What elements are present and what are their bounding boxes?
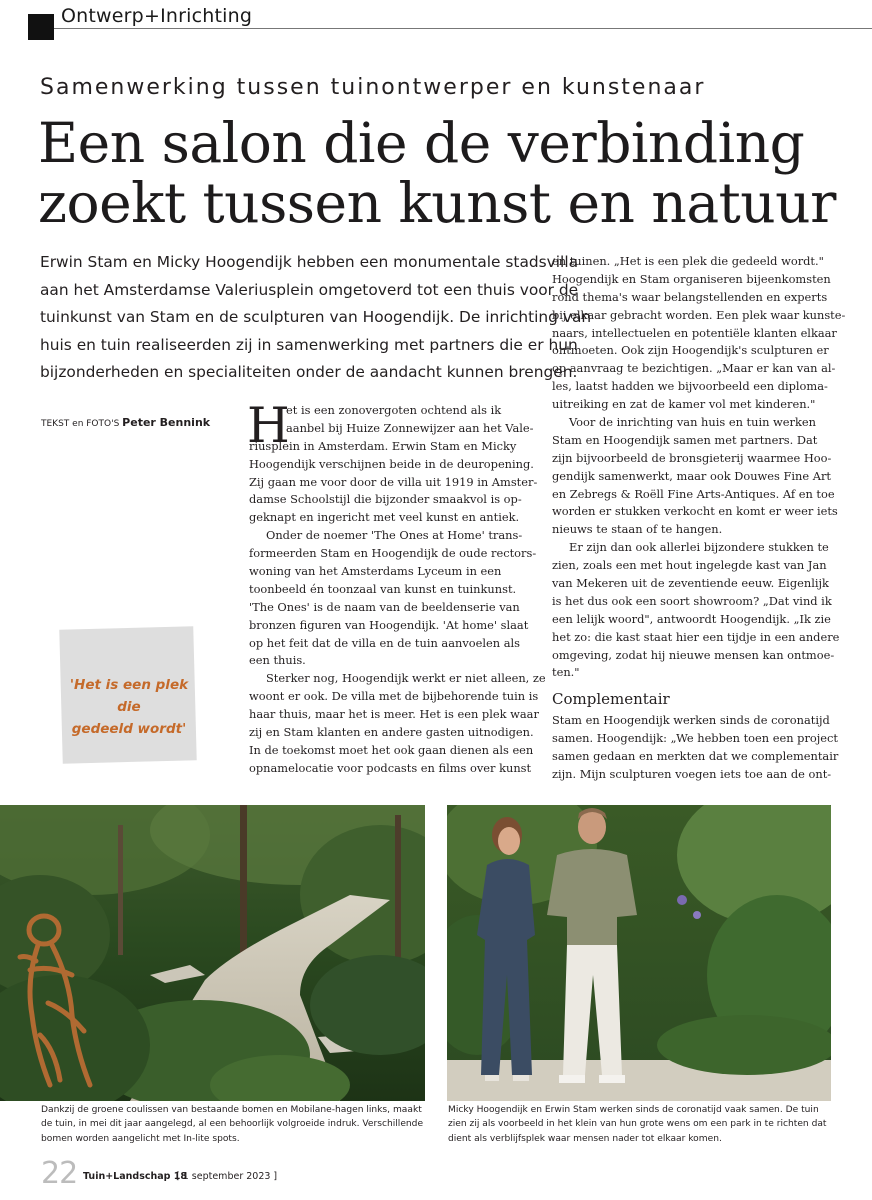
garden-path-photo (0, 805, 425, 1101)
caption-left (41, 1103, 431, 1146)
body-line: 'The Ones' is de naam van de beeldenserie van (249, 599, 520, 614)
body-line: samen gedaan en merkten dat we complementair (552, 748, 839, 763)
section-label: Ontwerp+Inrichting (61, 5, 253, 27)
byline-label: TEKST en FOTO'S (41, 419, 120, 429)
body-line: damse Schoolstijl die bijzonder smaakvol is op- (249, 492, 522, 507)
body-line: les, laatst hadden we bijvoorbeeld een diploma- (552, 379, 828, 394)
body-line: Stam en Hoogendijk werken sinds de coronatijd (552, 713, 830, 727)
section-marker (28, 14, 54, 40)
body-line: In de toekomst moet het ook gaan dienen als een (249, 742, 534, 757)
body-line: haar thuis, maar het is meer. Het is een plek waar (249, 707, 539, 722)
pull-quote-line: 'Het is een plek die (69, 677, 189, 715)
body-line: Er zijn dan ook allerlei bijzondere stukken te (569, 540, 829, 555)
body-line: het zo: die kast staat hier een tijdje in een andere (552, 629, 840, 644)
body-line: zijn. Mijn sculpturen voegen iets toe aan de ont- (552, 766, 832, 781)
body-line: bij elkaar gebracht worden. Een plek waar kunste- (552, 307, 846, 322)
intro-line: Erwin Stam en Micky Hoogendijk hebben een monumentale stadsvilla (40, 253, 579, 271)
body-line: en Zebregs & Roëll Fine Arts-Antiques. Af en toe (552, 486, 835, 501)
body-line: woont er ook. De villa met de bijbehorende tuin is (249, 689, 539, 704)
pull-quote (60, 674, 198, 740)
body-line: Voor de inrichting van huis en tuin werken (569, 415, 816, 430)
caption-line: Micky Hoogendijk en Erwin Stam werken sinds de coronatijd vaak samen. De tuin (448, 1105, 819, 1115)
body-line: een thuis. (249, 653, 306, 668)
body-line: samen. Hoogendijk: „We hebben toen een project (552, 730, 838, 745)
footer-magazine: Tuin+Landschap 18 (83, 1171, 187, 1182)
article-intro (40, 249, 592, 387)
body-line: naars, intellectuelen en potentiële klanten elkaar (552, 325, 837, 340)
body-line: formeerden Stam en Hoogendijk de oude rectors- (249, 546, 537, 561)
caption-line: zien zij als voorbeeld in het klein van hun grote wens om een park in te richten dat (448, 1119, 827, 1130)
body-line: zijn bijvoorbeeld de bronsgieterij waarmee Hoo- (552, 450, 832, 465)
body-line: ontmoeten. Ook zijn Hoogendijk's sculpturen er (552, 343, 829, 358)
intro-line: tuinkunst van Stam en de sculpturen van Hoogendijk. De inrichting van (40, 308, 592, 327)
caption-line: Dankzij de groene coulissen van bestaande bomen en Mobilane-hagen links, maakt (41, 1105, 422, 1115)
body-line: aanbel bij Huize Zonnewijzer aan het Vale- (286, 420, 534, 435)
article-kicker: Samenwerking tussen tuinontwerper en kunstenaar (40, 75, 706, 100)
headline-line-2: zoekt tussen kunst en natuur (38, 171, 836, 235)
caption-line: dient als verblijfsplek waar mensen nader tot elkaar komen. (448, 1133, 722, 1144)
subheading: Complementair (552, 690, 670, 708)
footer-date: [ 1 september 2023 ] (176, 1171, 278, 1182)
body-line: ten." (552, 665, 580, 680)
body-line: bronzen figuren van Hoogendijk. 'At home' slaat (249, 617, 529, 632)
body-line: en tuinen. „Het is een plek die gedeeld wordt." (552, 254, 824, 268)
body-line: worden er stukken verkocht en komt er weer iets (552, 504, 838, 519)
intro-line: huis en tuin realiseerden zij in samenwerking met partners die er hun (40, 335, 578, 354)
caption-right (448, 1103, 838, 1146)
intro-line: bijzonderheden en specialiteiten onder de aandacht kunnen brengen. (40, 363, 578, 382)
body-line: een lelijk woord", antwoordt Hoogendijk. „Ik zie (552, 611, 831, 626)
section-rule (54, 28, 872, 29)
body-line: rond thema's waar belangstellenden en experts (552, 289, 828, 304)
body-line: van Mekeren uit de zeventiende eeuw. Eigenlijk (552, 576, 829, 591)
body-column-right-continued (552, 712, 844, 784)
body-column-right (552, 253, 844, 682)
body-line: gendijk samenwerkt, maar ook Douwes Fine Art (552, 468, 831, 483)
body-line: Onder de noemer 'The Ones at Home' trans- (266, 528, 523, 543)
body-line: nieuws te staan of te hangen. (552, 522, 723, 537)
body-line: Stam en Hoogendijk samen met partners. Dat (552, 432, 818, 447)
portrait-photo (447, 805, 831, 1101)
caption-line: de tuin, in mei dit jaar aangelegd, al een behoorlijk volgroeide indruk. Verschillende (41, 1119, 424, 1130)
byline-author: Peter Bennink (122, 416, 211, 429)
body-line: Zij gaan me voor door de villa uit 1919 in Amster- (249, 474, 538, 489)
body-line: geknapt en ingericht met veel kunst en antiek. (249, 510, 520, 525)
byline (41, 416, 210, 429)
body-line: is het dus ook een soort showroom? „Dat vind ik (552, 593, 832, 608)
body-column-middle (247, 397, 546, 778)
headline-line-1: Een salon die de verbinding (38, 111, 805, 175)
body-line: opnamelocatie voor podcasts en films over kunst (249, 760, 532, 775)
body-line: woning van het Amsterdams Lyceum in een (249, 564, 502, 579)
body-line: omgeving, zodat hij nieuwe mensen kan ontmoe- (552, 647, 835, 662)
page-number: 22 (41, 1156, 78, 1191)
body-line: Hoogendijk en Stam organiseren bijeenkomsten (552, 271, 831, 286)
body-line: zien, zoals een met hout ingelegde kast van Jan (552, 558, 827, 573)
pull-quote-line: gedeeld wordt' (71, 721, 187, 737)
caption-line: bomen worden aangelicht met In-lite spots. (41, 1133, 240, 1144)
body-line: zij en Stam klanten en andere gasten uitnodigen. (249, 725, 534, 740)
body-line: uitreiking en zat de kamer vol met kinderen." (552, 397, 816, 412)
body-line: op het feit dat de villa en de tuin aanvoelen als (249, 635, 520, 650)
body-line: Sterker nog, Hoogendijk werkt er niet alleen, ze (266, 671, 546, 686)
body-line: riusplein in Amsterdam. Erwin Stam en Micky (249, 438, 517, 453)
body-line: Hoogendijk verschijnen beide in de deuropening. (249, 456, 534, 471)
intro-line: aan het Amsterdamse Valeriusplein omgetoverd tot een thuis voor de (40, 280, 579, 299)
drop-cap: H (247, 397, 290, 454)
body-line: toonbeeld én toonzaal van kunst en tuinkunst. (249, 581, 517, 596)
body-line: op aanvraag te bezichtigen. „Maar er kan van al- (552, 361, 836, 376)
body-line: et is een zonovergoten ochtend als ik (286, 403, 502, 417)
